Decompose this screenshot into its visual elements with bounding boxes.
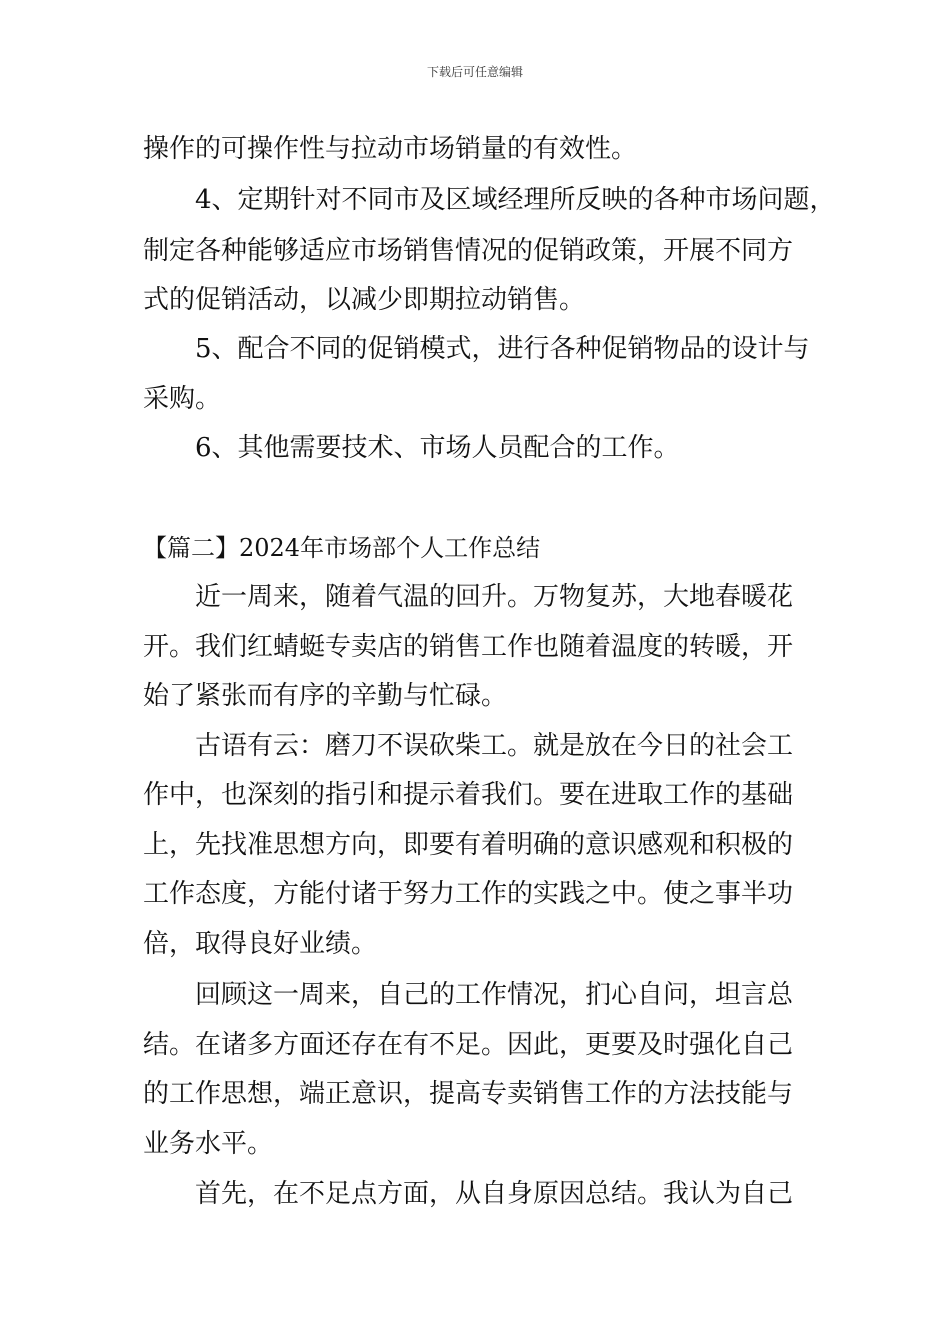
paragraph-line: 结。在诸多方面还存在有不足。因此，更要及时强化自己 bbox=[143, 1030, 794, 1060]
paragraph-line: 回顾这一周来，自己的工作情况，扪心自问，坦言总 bbox=[195, 980, 794, 1010]
list-item-4: 4、定期针对不同市及区域经理所反映的各种市场问题， bbox=[195, 185, 836, 215]
paragraph-line: 作中，也深刻的指引和提示着我们。要在进取工作的基础 bbox=[143, 780, 794, 810]
paragraph-line: 上，先找准思想方向，即要有着明确的意识感观和积极的 bbox=[143, 830, 794, 860]
list-item-5: 5、配合不同的促销模式，进行各种促销物品的设计与 bbox=[195, 334, 810, 364]
text-line: 操作的可操作性与拉动市场销量的有效性。 bbox=[143, 134, 638, 164]
text-line: 式的促销活动，以减少即期拉动销售。 bbox=[143, 285, 586, 315]
paragraph-line: 工作态度，方能付诸于努力工作的实践之中。使之事半功 bbox=[143, 879, 794, 909]
list-item-6: 6、其他需要技术、市场人员配合的工作。 bbox=[195, 433, 680, 463]
paragraph-line: 开。我们红蜻蜓专卖店的销售工作也随着温度的转暖，开 bbox=[143, 632, 794, 662]
paragraph-line: 业务水平。 bbox=[143, 1129, 274, 1159]
page-header: 下载后可任意编辑 bbox=[426, 65, 523, 79]
text-line: 制定各种能够适应市场销售情况的促销政策，开展不同方 bbox=[143, 236, 794, 266]
section-title: 【篇二】2024年市场部个人工作总结 bbox=[143, 534, 541, 562]
paragraph-line: 近一周来，随着气温的回升。万物复苏，大地春暖花 bbox=[195, 582, 794, 612]
paragraph-line: 古语有云：磨刀不误砍柴工。就是放在今日的社会工 bbox=[195, 731, 794, 761]
paragraph-line: 倍，取得良好业绩。 bbox=[143, 929, 378, 959]
paragraph-line: 的工作思想，端正意识，提高专卖销售工作的方法技能与 bbox=[143, 1079, 794, 1109]
paragraph-line: 始了紧张而有序的辛勤与忙碌。 bbox=[143, 681, 508, 711]
text-line: 采购。 bbox=[143, 384, 222, 414]
paragraph-line: 首先，在不足点方面，从自身原因总结。我认为自己 bbox=[195, 1179, 794, 1209]
